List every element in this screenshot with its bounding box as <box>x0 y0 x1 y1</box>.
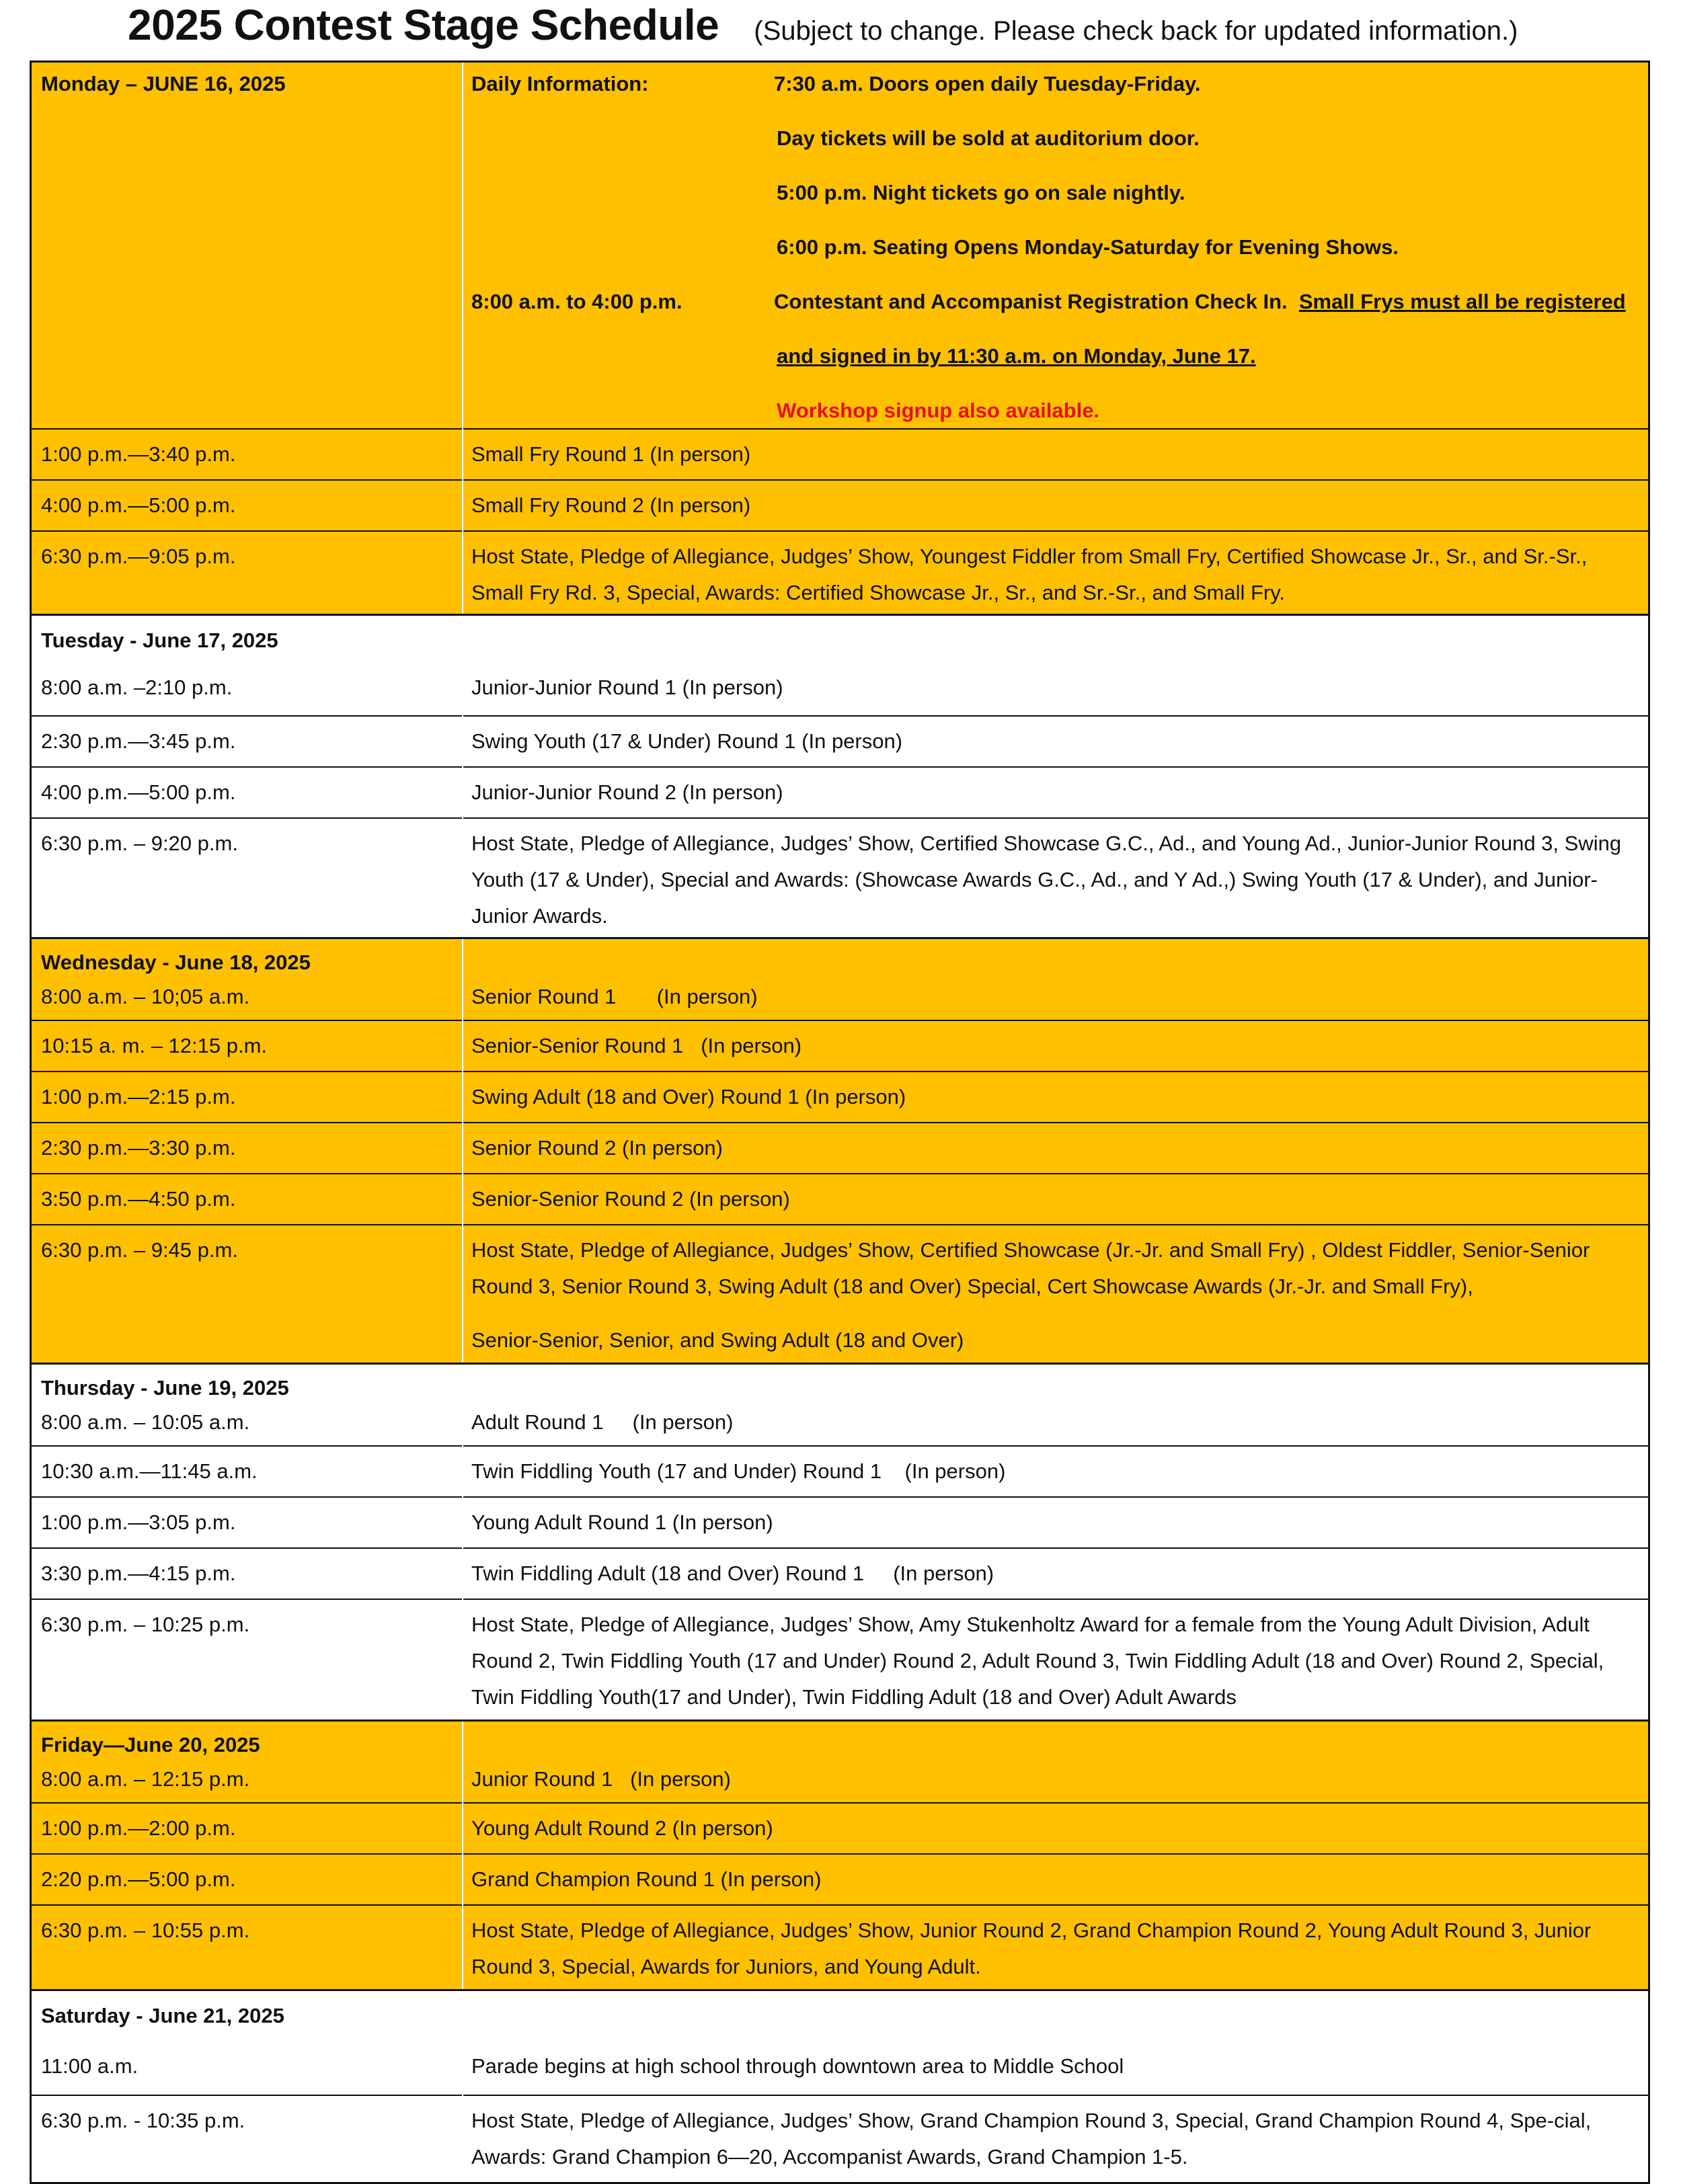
day-friday <box>32 1720 1648 1989</box>
schedule-row <box>32 817 1648 937</box>
registration-time: 8:00 a.m. to 4:00 p.m. <box>471 290 682 313</box>
small-fry-deadline-1: Small Frys must all be registered <box>1298 290 1626 313</box>
event-time: 10:30 a.m.—11:45 a.m. <box>41 1459 258 1483</box>
event-description: Swing Youth (17 & Under) Round 1 (In person) <box>471 729 903 753</box>
schedule-row <box>32 1853 1648 1904</box>
event-description-continued: Senior-Senior, Senior, and Swing Adult (18 and Over) <box>471 1328 964 1352</box>
schedule-row <box>32 766 1648 817</box>
day-heading: Monday – JUNE 16, 2025 <box>41 72 286 95</box>
registration-line <box>774 290 1626 314</box>
day-wednesday <box>32 937 1648 1363</box>
event-time: 1:00 p.m.—2:15 p.m. <box>41 1085 236 1108</box>
page-subtitle: (Subject to change. Please check back for updated information.) <box>754 16 1518 46</box>
day-heading-row <box>32 939 1648 977</box>
event-time: 4:00 p.m.—5:00 p.m. <box>41 493 236 517</box>
schedule-row <box>32 1904 1648 1989</box>
event-description: Adult Round 1 (In person) <box>471 1410 734 1434</box>
day-heading: Wednesday - June 18, 2025 <box>41 951 311 974</box>
registration-text: Contestant and Accompanist Registration Check In. <box>774 290 1288 313</box>
info-line: Day tickets will be sold at auditorium door. <box>777 126 1200 150</box>
schedule-row <box>32 715 1648 766</box>
schedule-row <box>32 1071 1648 1122</box>
schedule-row <box>32 1445 1648 1496</box>
schedule-row <box>32 1496 1648 1547</box>
event-time: 6:30 p.m.—9:05 p.m. <box>41 544 236 568</box>
schedule-row <box>32 977 1648 1020</box>
event-time: 10:15 a. m. – 12:15 p.m. <box>41 1034 268 1057</box>
schedule-row <box>32 1224 1648 1363</box>
event-time: 2:20 p.m.—5:00 p.m. <box>41 1867 236 1891</box>
schedule-table <box>30 60 1650 2184</box>
event-time: 1:00 p.m.—3:05 p.m. <box>41 1510 236 1534</box>
day-heading: Friday—June 20, 2025 <box>41 1733 260 1756</box>
event-description: Host State, Pledge of Allegiance, Judges’ Show, Certified Showcase G.C., Ad., and Young Ad., Junior-Junior Round 3, Swing Youth (17 & Under), Special and Awards: (Showcase Awards G.C., Ad., and Y Ad.,) Swing Youth (17 & Under), and Junior-Junior Awards. <box>471 832 1622 928</box>
schedule-row <box>32 479 1648 530</box>
event-description: Host State, Pledge of Allegiance, Judges’ Show, Certified Showcase (Jr.-Jr. and Small Fry) , Oldest Fiddler, Senior-Senior Round 3, Senior Round 3, Swing Adult (18 and Over) Special, Cert Showcase Awards (Jr.-Jr. and Small Fry), <box>471 1238 1590 1298</box>
schedule-row <box>32 1802 1648 1853</box>
schedule-row <box>32 1599 1648 1720</box>
small-fry-deadline-2: and signed in by 11:30 a.m. on Monday, June 17. <box>777 344 1256 368</box>
event-time: 6:30 p.m. – 10:55 p.m. <box>41 1918 250 1942</box>
schedule-row <box>32 2095 1648 2182</box>
day-thursday <box>32 1363 1648 1720</box>
event-description: Host State, Pledge of Allegiance, Judges’ Show, Amy Stukenholtz Award for a female from the Young Adult Division, Adult Round 2, Twin Fiddling Youth (17 and Under) Round 2, Adult Round 3, Twin Fiddling Adult (18 and Over) Round 2, Special, Twin Fiddling Youth(17 and Under), Twin Fiddling Adult (18 and Over) Adult Awards <box>471 1613 1604 1709</box>
event-description: Junior Round 1 (In person) <box>471 1767 731 1791</box>
event-time: 8:00 a.m. – 12:15 p.m. <box>41 1767 250 1791</box>
event-description: Young Adult Round 1 (In person) <box>471 1510 773 1534</box>
event-description: Host State, Pledge of Allegiance, Judges’ Show, Junior Round 2, Grand Champion Round 2, Young Adult Round 3, Junior Round 3, Special, Awards for Juniors, and Young Adult. <box>471 1918 1592 1978</box>
event-description: Senior-Senior Round 2 (In person) <box>471 1187 790 1211</box>
info-line: 6:00 p.m. Seating Opens Monday-Saturday for Evening Shows. <box>777 235 1399 259</box>
event-description: Small Fry Round 1 (In person) <box>471 442 751 466</box>
event-time: 11:00 a.m. <box>41 2054 139 2078</box>
schedule-row <box>32 1122 1648 1173</box>
event-description: Senior-Senior Round 1 (In person) <box>471 1034 802 1057</box>
daily-information <box>462 63 1648 428</box>
event-time: 6:30 p.m. – 9:45 p.m. <box>41 1238 238 1262</box>
day-tuesday <box>32 614 1648 937</box>
event-time: 6:30 p.m. - 10:35 p.m. <box>41 2109 245 2132</box>
event-time: 6:30 p.m. – 9:20 p.m. <box>41 832 238 855</box>
daily-info-label: Daily Information: <box>471 72 649 95</box>
event-description: Host State, Pledge of Allegiance, Judges’ Show, Grand Champion Round 3, Special, Grand Champion Round 4, Spe-cial, Awards: Grand Champion 6—20, Accompanist Awards, Grand Champion 1-5. <box>471 2109 1592 2169</box>
event-time: 4:00 p.m.—5:00 p.m. <box>41 780 236 804</box>
day-heading-row <box>32 1722 1648 1759</box>
event-time: 2:30 p.m.—3:30 p.m. <box>41 1136 236 1160</box>
day-heading-row <box>32 616 1648 665</box>
day-heading: Tuesday - June 17, 2025 <box>41 629 278 652</box>
event-time: 1:00 p.m.—3:40 p.m. <box>41 442 236 466</box>
day-heading-row <box>32 1365 1648 1402</box>
day-saturday <box>32 1989 1648 2182</box>
monday-info-block <box>32 63 1648 428</box>
day-monday <box>32 63 1648 614</box>
info-line: 7:30 a.m. Doors open daily Tuesday-Friday. <box>774 72 1201 95</box>
schedule-row <box>32 665 1648 715</box>
event-description: Host State, Pledge of Allegiance, Judges’ Show, Youngest Fiddler from Small Fry, Certified Showcase Jr., Sr., and Sr.-Sr., Small Fry Rd. 3, Special, Awards: Certified Showcase Jr., Sr., and Sr.-Sr., and Small Fry. <box>471 544 1588 604</box>
page-header <box>128 0 1518 55</box>
day-heading: Saturday - June 21, 2025 <box>41 2004 284 2027</box>
schedule-row <box>32 530 1648 614</box>
event-description: Twin Fiddling Adult (18 and Over) Round 1 (In person) <box>471 1562 994 1585</box>
event-description: Twin Fiddling Youth (17 and Under) Round 1 (In person) <box>471 1459 1006 1483</box>
event-description: Senior Round 2 (In person) <box>471 1136 723 1160</box>
schedule-row <box>32 428 1648 479</box>
event-time: 8:00 a.m. – 10:05 a.m. <box>41 1410 250 1434</box>
day-heading-row <box>32 1991 1648 2041</box>
schedule-row <box>32 1547 1648 1599</box>
event-description: Swing Adult (18 and Over) Round 1 (In person) <box>471 1085 906 1108</box>
page-title: 2025 Contest Stage Schedule <box>128 1 719 49</box>
workshop-notice: Workshop signup also available. <box>777 399 1100 422</box>
event-description: Parade begins at high school through downtown area to Middle School <box>471 2054 1124 2078</box>
event-description: Senior Round 1 (In person) <box>471 985 758 1008</box>
schedule-row <box>32 1759 1648 1802</box>
event-description: Small Fry Round 2 (In person) <box>471 493 751 517</box>
event-description: Young Adult Round 2 (In person) <box>471 1816 773 1840</box>
event-description: Grand Champion Round 1 (In person) <box>471 1867 822 1891</box>
event-time: 8:00 a.m. –2:10 p.m. <box>41 676 233 699</box>
schedule-row <box>32 1402 1648 1445</box>
event-description: Junior-Junior Round 1 (In person) <box>471 676 783 699</box>
schedule-row <box>32 1173 1648 1224</box>
event-time: 1:00 p.m.—2:00 p.m. <box>41 1816 236 1840</box>
event-time: 3:50 p.m.—4:50 p.m. <box>41 1187 236 1211</box>
schedule-row <box>32 2041 1648 2095</box>
event-time: 6:30 p.m. – 10:25 p.m. <box>41 1613 250 1636</box>
event-time: 3:30 p.m.—4:15 p.m. <box>41 1562 236 1585</box>
info-line: 5:00 p.m. Night tickets go on sale nightly. <box>777 181 1185 204</box>
schedule-row <box>32 1020 1648 1071</box>
event-time: 8:00 a.m. – 10;05 a.m. <box>41 985 250 1008</box>
event-description: Junior-Junior Round 2 (In person) <box>471 780 783 804</box>
event-time: 2:30 p.m.—3:45 p.m. <box>41 729 236 753</box>
day-heading: Thursday - June 19, 2025 <box>41 1376 289 1400</box>
